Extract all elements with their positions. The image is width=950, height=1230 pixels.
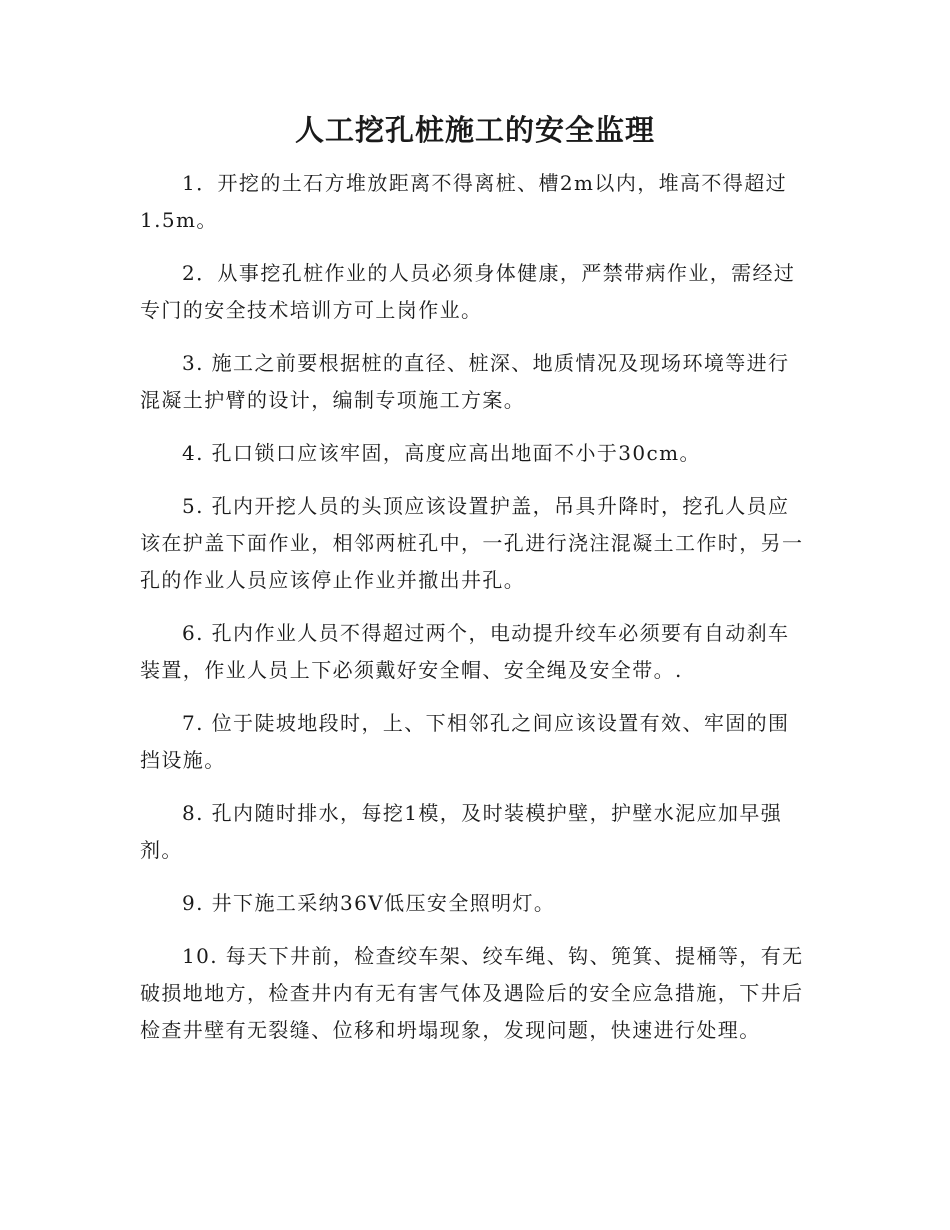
paragraph-4: 4. 孔口锁口应该牢固，高度应高出地面不小于30cm。 bbox=[182, 441, 701, 465]
paragraph-3: 3. 施工之前要根据桩的直径、桩深、地质情况及现场环境等进行混凝土护臂的设计，编制专项施工方案。 bbox=[140, 351, 790, 412]
paragraph-10: 10. 每天下井前，检查绞车架、绞车绳、钩、篼箕、提桶等，有无破损地地方，检查井内有无有害气体及遇险后的安全应急措施，下井后检查井壁有无裂缝、位移和坍塌现象，发现问题，快速进行处理。 bbox=[140, 944, 804, 1042]
paragraph-1: 1．开挖的土石方堆放距离不得离桩、槽2m以内，堆高不得超过1.5m。 bbox=[140, 171, 788, 232]
paragraph-9: 9. 井下施工采纳36V低压安全照明灯。 bbox=[182, 891, 556, 915]
paragraph-8: 8. 孔内随时排水，每挖1模，及时装模护壁，护壁水泥应加早强剂。 bbox=[140, 801, 783, 862]
paragraph-5: 5. 孔内开挖人员的头顶应该设置护盖，吊具升降时，挖孔人员应该在护盖下面作业，相邻两桩孔中，一孔进行浇注混凝土工作时，另一孔的作业人员应该停止作业并撤出井孔。 bbox=[140, 494, 804, 592]
paragraph-7: 7. 位于陡坡地段时，上、下相邻孔之间应该设置有效、牢固的围挡设施。 bbox=[140, 711, 790, 772]
document-body bbox=[140, 165, 808, 1065]
paragraph-2: 2．从事挖孔桩作业的人员必须身体健康，严禁带病作业，需经过专门的安全技术培训方可上岗作业。 bbox=[140, 261, 796, 322]
page-title: 人工挖孔桩施工的安全监理 bbox=[294, 113, 655, 147]
paragraph-6: 6. 孔内作业人员不得超过两个，电动提升绞车必须要有自动刹车装置，作业人员上下必须戴好安全帽、安全绳及安全带。. bbox=[140, 621, 790, 682]
